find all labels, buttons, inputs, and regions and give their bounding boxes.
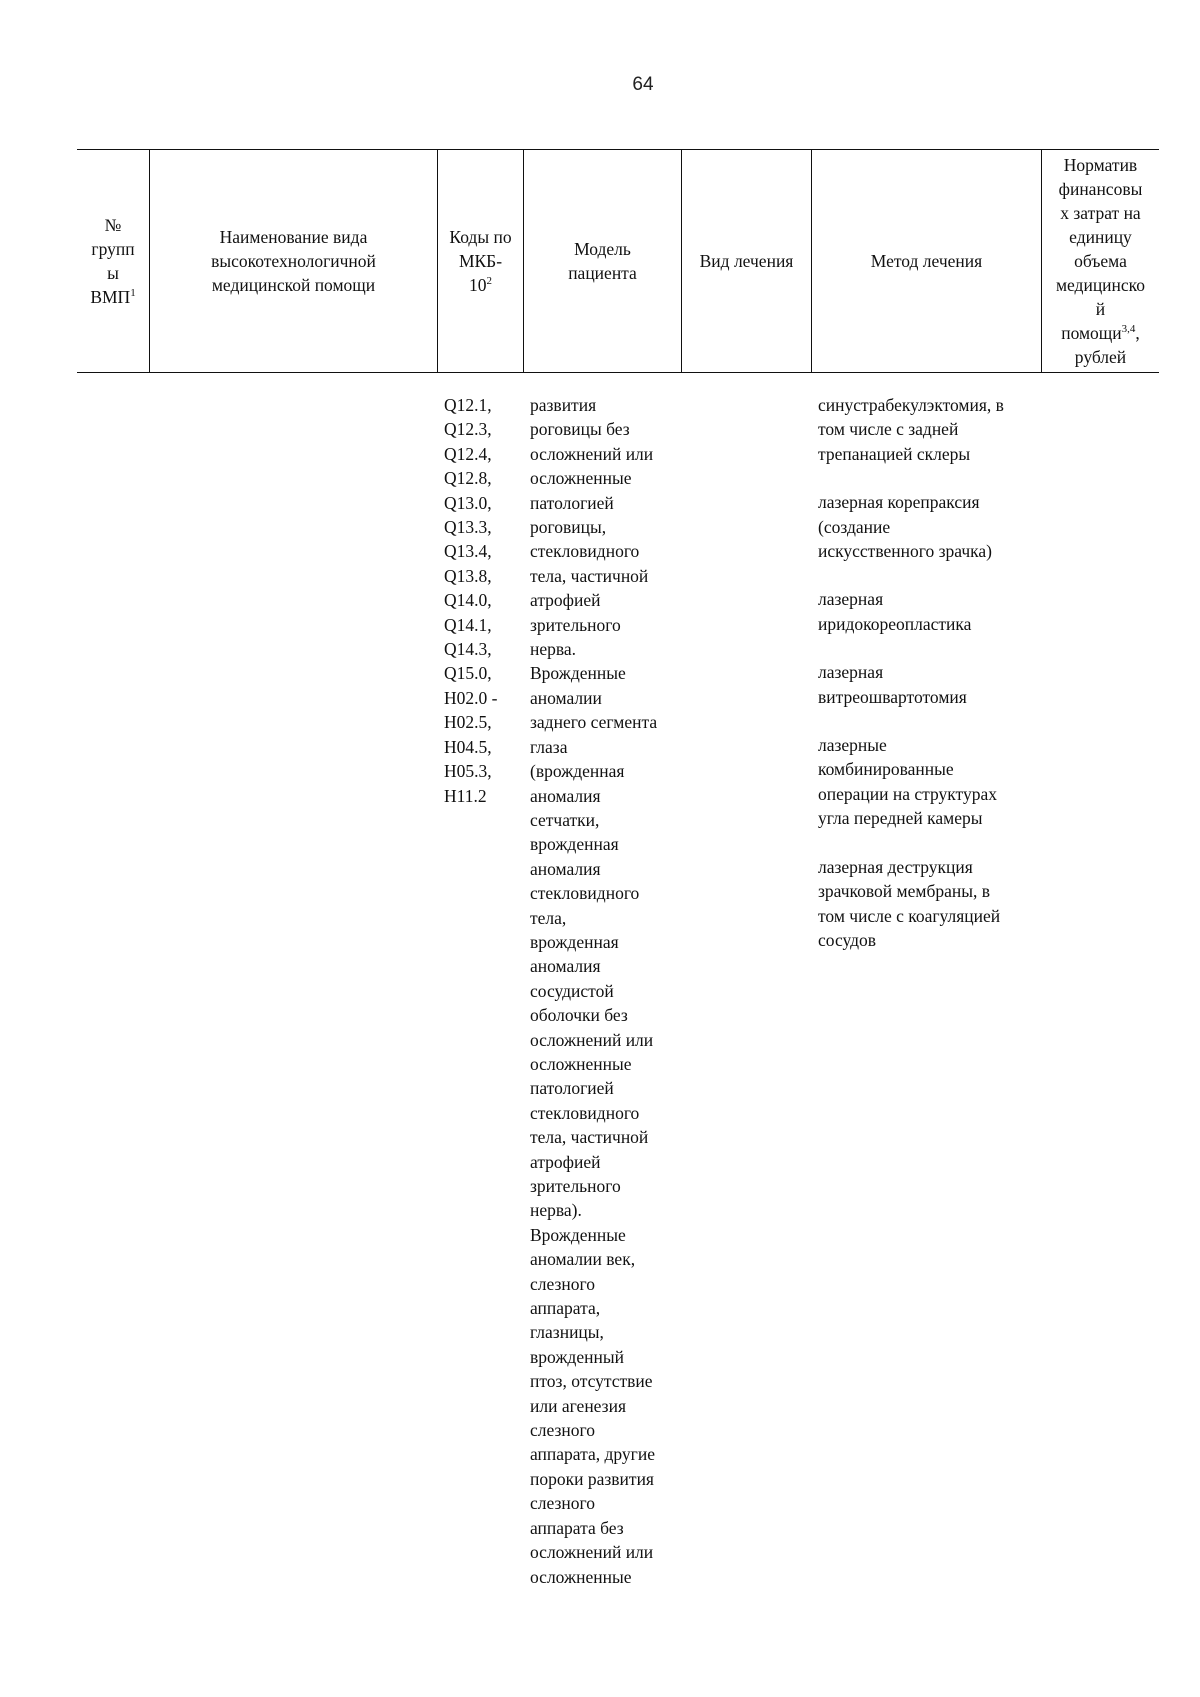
patient-model-line: аппарата, другие: [530, 1444, 655, 1465]
patient-model-line: тела, частичной: [530, 1127, 649, 1148]
icd-code: Q14.1,: [444, 614, 492, 635]
patient-model-line: стекловидного: [530, 883, 640, 904]
treatment-method: [818, 490, 1048, 563]
header-financial-norm-tail: , рублей: [1074, 323, 1140, 367]
header-treatment-type: [681, 150, 811, 372]
header-treatment-method-text: Метод лечения: [870, 251, 983, 271]
icd-code: Q13.0,: [444, 492, 492, 513]
icd-code: H02.5,: [444, 712, 492, 733]
patient-model-line: патологией: [530, 492, 614, 513]
treatment-method-line: искусственного зрачка): [818, 541, 992, 562]
patient-model-line: осложненные: [530, 1566, 632, 1587]
icd-code: H04.5,: [444, 736, 492, 757]
patient-model-line: врожденная: [530, 931, 619, 952]
patient-model-line: зрительного: [530, 614, 621, 635]
treatment-method-line: лазерная корепраксия: [818, 492, 980, 513]
treatment-method-line: синустрабекулэктомия, в: [818, 395, 1004, 415]
treatment-method-line: лазерная: [818, 589, 884, 610]
icd-code: Q14.3,: [444, 639, 492, 660]
header-treatment-method: [811, 150, 1041, 372]
header-care-type-name: [149, 150, 437, 372]
header-group-number-text: № групп ы ВМП: [90, 215, 135, 307]
patient-model-line: аномалии: [530, 687, 602, 708]
patient-model-line: аномалия: [530, 956, 601, 977]
patient-model-line: тела, частичной: [530, 565, 649, 586]
treatment-method-line: лазерные: [818, 735, 887, 756]
header-icd-codes: [437, 150, 523, 372]
header-care-type-name-text: Наименование вида высокотехнологичной медицинской помощи: [211, 227, 376, 295]
icd-code: Q15.0,: [444, 663, 492, 684]
patient-model-line: нерва).: [530, 1200, 582, 1221]
patient-model-line: пороки развития: [530, 1468, 654, 1489]
patient-model-line: врожденный: [530, 1346, 624, 1367]
patient-model-line: аппарата без: [530, 1517, 624, 1538]
patient-model-line: Врожденные: [530, 1224, 626, 1245]
patient-model-line: заднего сегмента: [530, 712, 658, 733]
patient-model-line: атрофией: [530, 1151, 601, 1172]
patient-model-line: развития: [530, 395, 597, 415]
icd-code: Q13.3,: [444, 517, 492, 538]
page-number: 64: [632, 74, 654, 95]
header-icd-codes-text: Коды по МКБ- 10: [449, 227, 512, 295]
treatment-method-line: угла передней камеры: [818, 808, 983, 829]
patient-model-line: осложненные: [530, 468, 632, 489]
treatment-method-line: лазерная: [818, 662, 884, 683]
patient-model-line: роговицы,: [530, 517, 607, 538]
treatment-method: [818, 393, 1048, 466]
icd-code: H02.0 -: [444, 687, 498, 708]
patient-model-line: (врожденная: [530, 761, 625, 782]
patient-model-line: аномалия: [530, 858, 601, 879]
treatment-method: [818, 660, 1048, 709]
patient-model-line: сетчатки,: [530, 809, 600, 830]
patient-model-line: слезного: [530, 1493, 596, 1514]
patient-model-column: [530, 393, 690, 1589]
treatment-method-line: иридокореопластика: [818, 613, 972, 634]
header-financial-norm: [1041, 150, 1159, 372]
footnote-marker: 2: [486, 275, 492, 288]
patient-model-line: аномалия: [530, 785, 601, 806]
treatment-method-line: витреошвартотомия: [818, 686, 967, 707]
patient-model-line: осложнений или: [530, 1542, 654, 1563]
patient-model-line: роговицы без: [530, 419, 630, 440]
patient-model-line: птоз, отсутствие: [530, 1371, 653, 1392]
table-header: [77, 149, 1159, 373]
patient-model-line: аномалии век,: [530, 1249, 636, 1270]
patient-model-line: осложнений или: [530, 443, 654, 464]
patient-model-line: слезного: [530, 1420, 596, 1441]
icd-code: Q14.0,: [444, 590, 492, 611]
treatment-method: [818, 733, 1048, 831]
header-group-number: [77, 150, 149, 372]
treatment-method: [818, 587, 1048, 636]
patient-model-line: слезного: [530, 1273, 596, 1294]
footnote-marker: 3,4: [1121, 323, 1136, 336]
patient-model-line: оболочки без: [530, 1005, 628, 1026]
treatment-method-line: трепанацией склеры: [818, 443, 971, 464]
patient-model-line: осложнений или: [530, 1029, 654, 1050]
icd-code: Q12.8,: [444, 468, 492, 489]
icd-code: Q12.3,: [444, 419, 492, 440]
patient-model-line: сосудистой: [530, 980, 614, 1001]
icd-code: Q13.8,: [444, 565, 492, 586]
treatment-methods-column: [818, 393, 1048, 976]
patient-model-line: нерва.: [530, 639, 577, 660]
icd-codes-column: [444, 393, 524, 808]
patient-model-line: врожденная: [530, 834, 619, 855]
header-patient-model: [523, 150, 681, 372]
treatment-method-line: комбинированные: [818, 759, 954, 780]
footnote-marker: 1: [130, 287, 136, 300]
icd-code: Q12.1,: [444, 395, 492, 415]
icd-code: H05.3,: [444, 761, 492, 782]
patient-model-line: зрительного: [530, 1176, 621, 1196]
patient-model-line: или агенезия: [530, 1395, 626, 1416]
icd-code: Q12.4,: [444, 443, 492, 464]
patient-model-line: тела,: [530, 907, 567, 928]
header-patient-model-text: Модель пациента: [568, 239, 637, 283]
patient-model-line: стекловидного: [530, 541, 640, 562]
treatment-method-line: том числе с коагуляцией: [818, 905, 1001, 926]
header-treatment-type-text: Вид лечения: [699, 251, 794, 271]
treatment-method-line: лазерная деструкция: [818, 856, 973, 877]
header-financial-norm-text: Норматив финансовы х затрат на единицу объема медицинско й помощи: [1055, 155, 1146, 343]
patient-model-line: атрофией: [530, 590, 601, 611]
icd-code: Q13.4,: [444, 541, 492, 562]
patient-model-line: глазницы,: [530, 1322, 604, 1343]
treatment-method-line: (создание: [818, 516, 891, 537]
patient-model-line: аппарата,: [530, 1298, 601, 1319]
patient-model-line: патологией: [530, 1078, 614, 1099]
treatment-method-line: сосудов: [818, 929, 877, 950]
treatment-method-line: том числе с задней: [818, 419, 959, 440]
patient-model-line: стекловидного: [530, 1102, 640, 1123]
treatment-method-line: зрачковой мембраны, в: [818, 881, 991, 902]
treatment-method: [818, 855, 1048, 953]
icd-code: H11.2: [444, 785, 487, 806]
treatment-method-line: операции на структурах: [818, 783, 997, 804]
patient-model-line: осложненные: [530, 1053, 632, 1074]
patient-model-line: Врожденные: [530, 663, 626, 684]
patient-model-line: глаза: [530, 736, 568, 757]
